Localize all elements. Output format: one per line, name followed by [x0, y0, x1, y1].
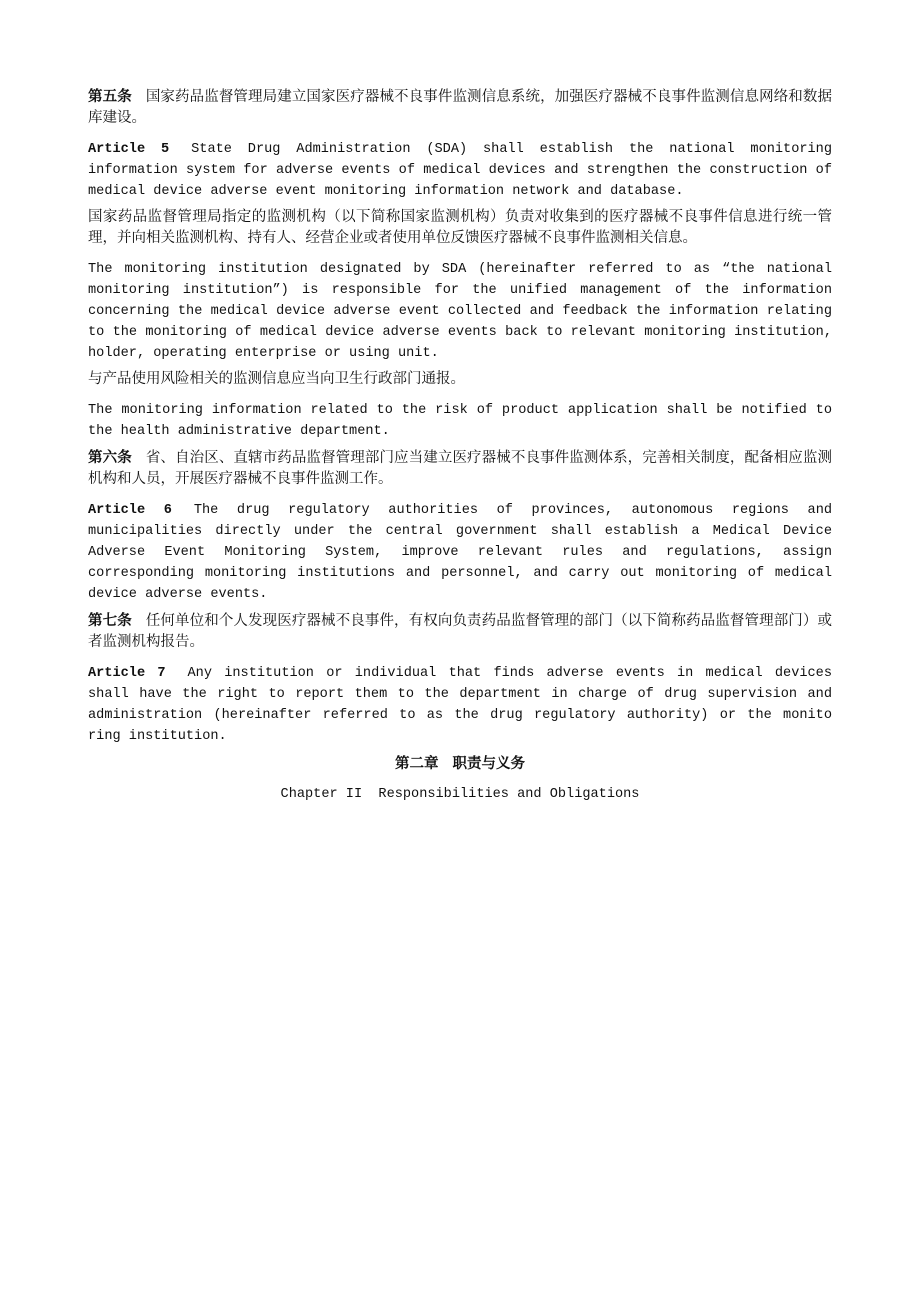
- article-5-en: [88, 139, 832, 202]
- article-6-en-text: The drug regulatory authorities of provinces, autonomous regions and municipalities directly under the central government shall establish a Medical Device Adverse Event Monitoring System, improve relevant rules and regulations, assign corresponding monitoring institutions and personnel, and carry out monitoring of medical device adverse events.: [88, 503, 833, 602]
- article-7-zh-text: 任何单位和个人发现医疗器械不良事件，有权向负责药品监督管理的部门（以下简称药品监督管理部门）或者监测机构报告。: [88, 613, 833, 650]
- article-5-zh-para-3: 与产品使用风险相关的监测信息应当向卫生行政部门通报。: [88, 371, 465, 387]
- article-6-zh-text: 省、自治区、直辖市药品监督管理部门应当建立医疗器械不良事件监测体系，完善相关制度，配备相应监测机构和人员，开展医疗器械不良事件监测工作。: [88, 450, 833, 487]
- article-5-zh-para-2: 国家药品监督管理局指定的监测机构（以下简称国家监测机构）负责对收集到的医疗器械不良事件信息进行统一管理，并向相关监测机构、持有人、经营企业或者使用单位反馈医疗器械不良事件监测相关信息。: [88, 209, 832, 246]
- chapter-2-heading-zh: [88, 753, 832, 774]
- article-5-en-label: Article 5: [88, 142, 170, 157]
- article-5-zh-label: 第五条: [88, 88, 132, 105]
- article-7-en: [88, 663, 832, 747]
- article-5-zh: [88, 86, 832, 129]
- chapter-2-number-zh: 第二章: [395, 755, 439, 772]
- article-5-en-para-3: The monitoring information related to the risk of product application shall be notified to the health administrative department.: [88, 403, 832, 439]
- article-7-zh: [88, 610, 832, 653]
- article-5-en-text: State Drug Administration (SDA) shall establish the national monitoring information system for adverse events of medical devices and strengthen the construction of medical device adverse event monitoring information network and database.: [88, 142, 832, 199]
- article-6-en: [88, 500, 832, 605]
- document-page: [88, 86, 832, 805]
- chapter-2-heading-en: Chapter II Responsibilities and Obligations: [280, 787, 640, 802]
- article-6-zh-label: 第六条: [88, 449, 132, 466]
- article-7-en-text: Any institution or individual that finds adverse events in medical devices shall have the right to report them to the department in charge of drug supervision and administration (hereinafter referred to as the drug regulatory authority) or the monito ring institution.: [88, 666, 833, 744]
- article-5-en-para-2: The monitoring institution designated by SDA (hereinafter referred to as “the national monitoring institution”) is responsible for the unified management of the information concerning the medical device adverse event collected and feedback the information relating to the monitoring of medical device adverse events back to relevant monitoring institution, holder, operating enterprise or using unit.: [88, 262, 832, 361]
- chapter-2-title-zh: 职责与义务: [452, 755, 525, 772]
- article-5-zh-text: 国家药品监督管理局建立国家医疗器械不良事件监测信息系统，加强医疗器械不良事件监测信息网络和数据库建设。: [88, 89, 833, 126]
- article-7-en-label: Article 7: [88, 666, 166, 681]
- article-6-en-label: Article 6: [88, 503, 172, 518]
- article-7-zh-label: 第七条: [88, 612, 132, 629]
- article-6-zh: [88, 447, 832, 490]
